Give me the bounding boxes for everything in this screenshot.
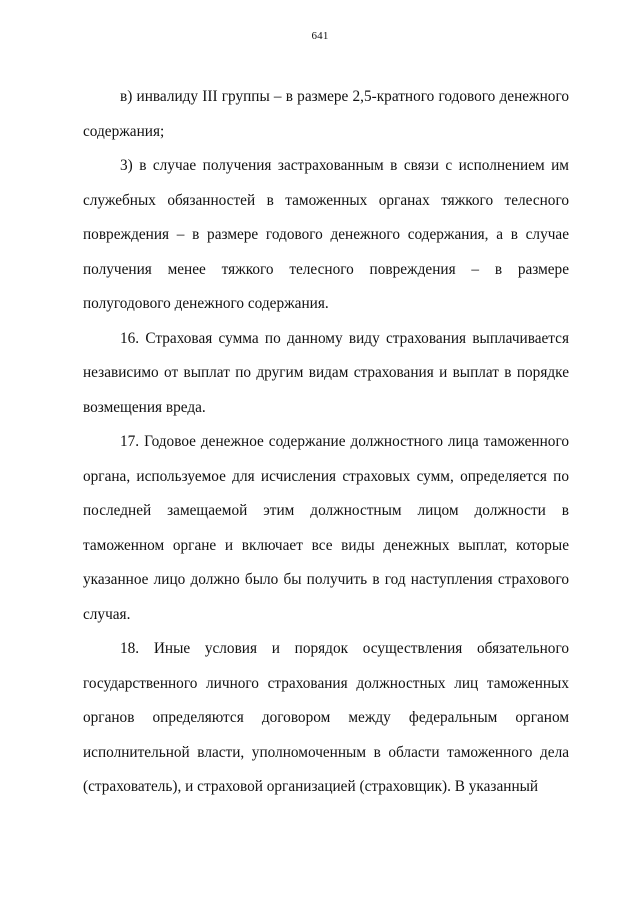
- paragraph-17: 17. Годовое денежное содержание должностного лица таможенного органа, используемое для исчисления страховых сумм, определяется по последней замещаемой этим должностным лицом должности в таможенном органе и включает все виды денежных выплат, которые указанное лицо должно было бы получить в год наступления страхового случая.: [83, 433, 569, 623]
- paragraph-bodily-injury: 3) в случае получения застрахованным в связи с исполнением им служебных обязанностей в таможенных органах тяжкого телесного повреждения – в размере годового денежного содержания, а в случае получения менее тяжкого телесного повреждения – в размере полугодового денежного содержания.: [83, 157, 569, 312]
- page-number: 641: [311, 30, 329, 42]
- paragraph-18: 18. Иные условия и порядок осуществления обязательного государственного личного страхования должностных лиц таможенных органов определяются договором между федеральным органом исполнительной власти, уполномоченным в области таможенного дела (страхователь), и страховой организацией (страховщик). В указанный: [83, 640, 569, 795]
- document-body: [83, 80, 569, 805]
- paragraph-disability-group-3: в) инвалиду III группы – в размере 2,5-кратного годового денежного содержания;: [83, 88, 569, 140]
- paragraph-16: 16. Страховая сумма по данному виду страхования выплачивается независимо от выплат по другим видам страхования и выплат в порядке возмещения вреда.: [83, 329, 569, 416]
